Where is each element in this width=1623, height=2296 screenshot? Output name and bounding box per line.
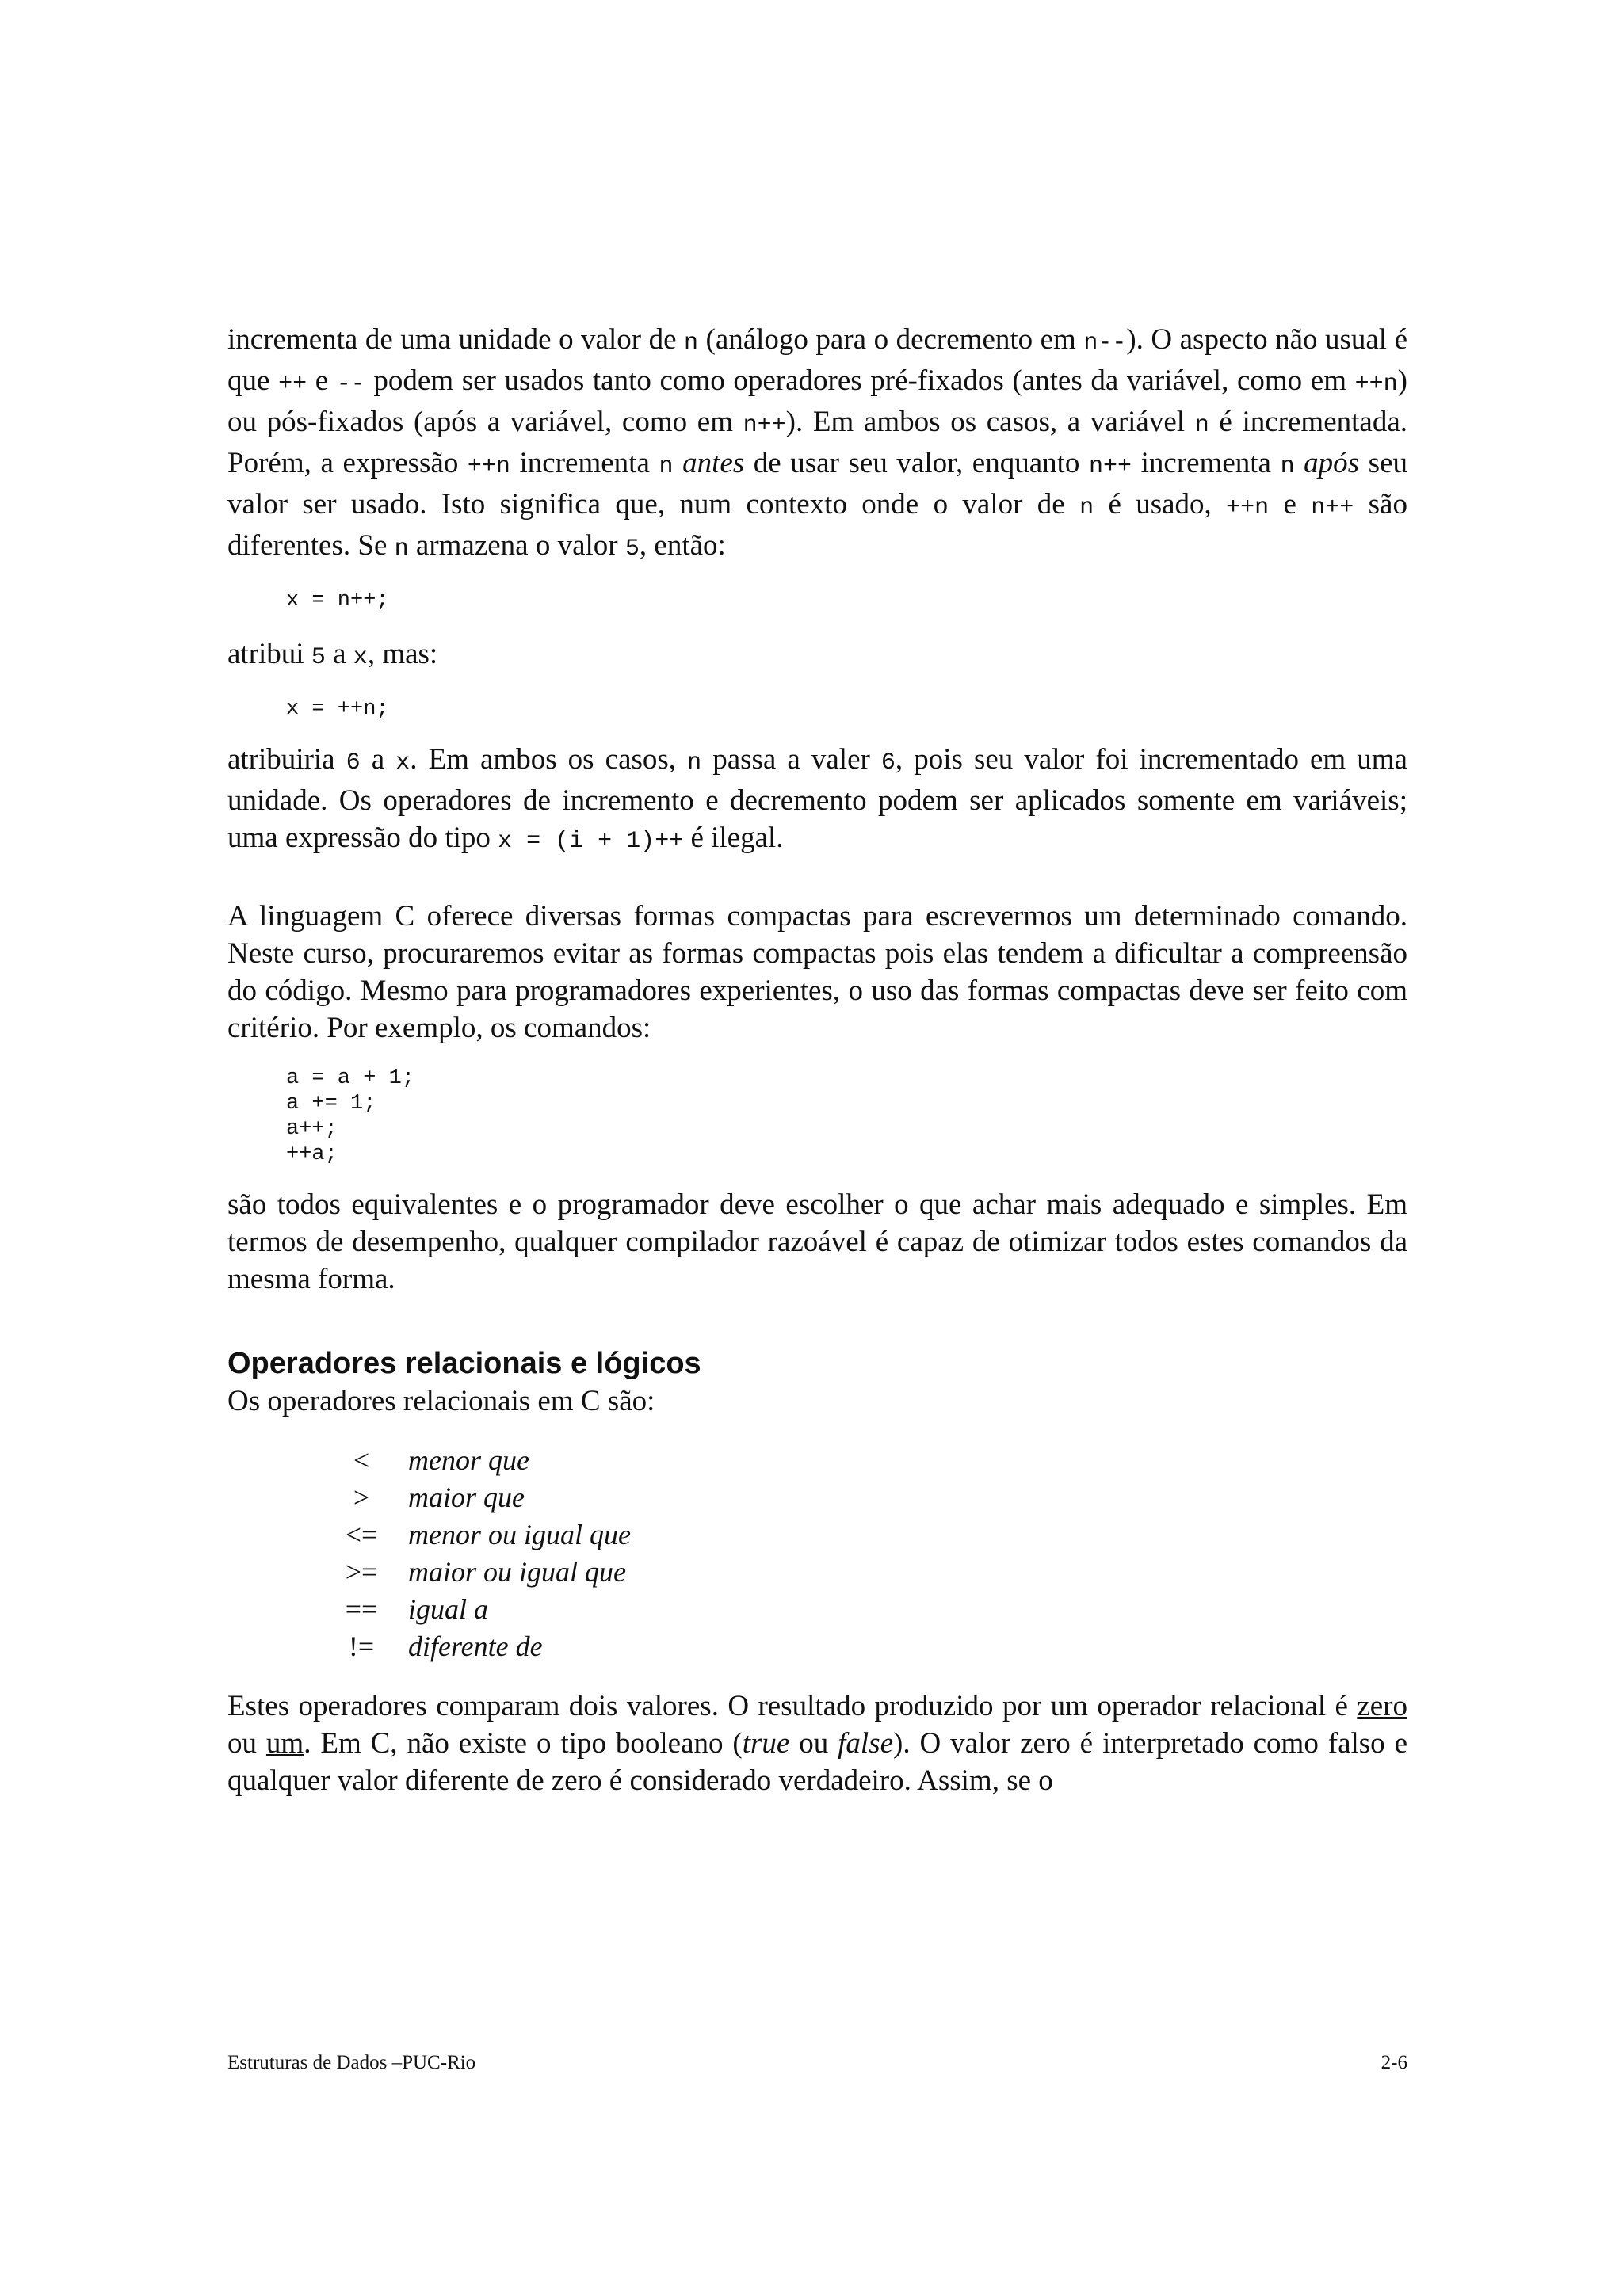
inline-code: n bbox=[1280, 453, 1295, 480]
text-run: A linguagem C oferece diversas formas compactas para escrevermos um determinado comando. Neste curso, procuraremos evitar as formas compactas pois elas tendem a dificultar a compreensão do código. Mesmo para programadores experientes, o uso das formas compactas deve ser feito com critério. Por exemplo, os comandos: bbox=[227, 900, 1407, 1044]
inline-code: 5 bbox=[624, 536, 640, 563]
inline-code: 6 bbox=[346, 749, 361, 776]
text-run: , então: bbox=[639, 529, 726, 562]
text-run: são todos equivalentes e o programador deve escolher o que achar mais adequado e simples. Em termos de desempenho, qualquer compilador razoável é capaz de otimizar todos estes comandos da mesma forma. bbox=[227, 1188, 1407, 1295]
text-run: Os operadores relacionais em C são: bbox=[227, 1385, 655, 1417]
operator-meaning: maior que bbox=[408, 1482, 525, 1513]
text-run: é ilegal. bbox=[683, 822, 784, 854]
inline-code: n bbox=[1194, 412, 1209, 439]
inline-code: n-- bbox=[1083, 330, 1127, 357]
emphasis-text: após bbox=[1304, 447, 1360, 479]
operator-row bbox=[315, 1442, 631, 1479]
text-run: . Em C, não existe o tipo booleano ( bbox=[304, 1727, 743, 1760]
code-block-equivalents: a = a + 1; a += 1; a++; ++a; bbox=[286, 1066, 415, 1166]
text-run: a bbox=[325, 638, 353, 670]
emphasis-text: true bbox=[742, 1727, 790, 1760]
paragraph-atribui bbox=[227, 635, 1407, 677]
text-run bbox=[673, 447, 682, 479]
inline-code: n++ bbox=[1089, 453, 1132, 480]
inline-code: ++n bbox=[1354, 371, 1398, 398]
text-run: é usado, bbox=[1094, 488, 1227, 521]
document-page bbox=[227, 321, 1407, 1799]
inline-code: ++n bbox=[1226, 494, 1270, 521]
inline-code: x bbox=[395, 749, 411, 776]
paragraph-atribuiria bbox=[227, 741, 1407, 860]
text-run: seu valor ser usado. Isto significa que, num contexto onde o valor de bbox=[227, 447, 1407, 521]
text-run: ou bbox=[227, 1727, 266, 1760]
paragraph-equivalent bbox=[227, 1186, 1407, 1298]
text-run: e bbox=[1269, 488, 1312, 521]
inline-code: n bbox=[394, 536, 409, 563]
text-run: atribui bbox=[227, 638, 311, 670]
text-run: (análogo para o decremento em bbox=[698, 323, 1084, 356]
inline-code: x bbox=[353, 644, 368, 671]
operator-symbol: <= bbox=[345, 1519, 378, 1550]
page-footer bbox=[227, 2052, 1407, 2074]
emphasis-text: antes bbox=[682, 447, 745, 479]
text-run: de usar seu valor, enquanto bbox=[744, 447, 1090, 479]
text-run: passa a valer bbox=[701, 743, 881, 776]
text-run: incrementa bbox=[510, 447, 659, 479]
operator-meaning: maior ou igual que bbox=[408, 1556, 626, 1588]
text-run: e bbox=[307, 364, 337, 397]
text-run: incrementa bbox=[1132, 447, 1281, 479]
text-run: ou bbox=[789, 1727, 838, 1760]
page-number: 2-6 bbox=[1381, 2052, 1407, 2073]
operator-symbol: < bbox=[353, 1444, 370, 1476]
operator-row bbox=[315, 1591, 631, 1628]
operator-row bbox=[315, 1516, 631, 1554]
operator-row bbox=[315, 1628, 631, 1665]
code-block-prefix: x = ++n; bbox=[286, 697, 389, 721]
text-run: . Em ambos os casos, bbox=[410, 743, 688, 776]
paragraph-increment-intro bbox=[227, 321, 1407, 568]
text-run: ). O aspecto não usual é que bbox=[227, 323, 1407, 397]
inline-code: n++ bbox=[1311, 494, 1354, 521]
inline-code: -- bbox=[336, 371, 365, 398]
text-run: ) ou pós-fixados (após a variável, como em bbox=[227, 364, 1407, 438]
operator-symbol: != bbox=[348, 1630, 375, 1662]
inline-code: ++ bbox=[278, 371, 307, 398]
operator-symbol: == bbox=[345, 1593, 378, 1625]
footer-title: Estruturas de Dados –PUC-Rio bbox=[227, 2052, 476, 2073]
inline-code: x = (i + 1)++ bbox=[498, 828, 684, 855]
text-run: é incrementada. Porém, a expressão bbox=[227, 406, 1407, 479]
section-heading: Operadores relacionais e lógicos bbox=[227, 1347, 701, 1380]
text-run: , mas: bbox=[367, 638, 438, 670]
text-run: a bbox=[360, 743, 396, 776]
emphasis-text: false bbox=[838, 1727, 894, 1760]
text-run: ). Em ambos os casos, a variável bbox=[785, 406, 1195, 438]
code-block-postfix: x = n++; bbox=[286, 589, 389, 612]
text-run: armazena o valor bbox=[408, 529, 625, 562]
text-run: incrementa de uma unidade o valor de bbox=[227, 323, 684, 356]
operator-meaning: menor ou igual que bbox=[408, 1519, 631, 1550]
operator-symbol: >= bbox=[345, 1556, 378, 1588]
operator-row bbox=[315, 1554, 631, 1591]
inline-code: n bbox=[683, 330, 698, 357]
operator-symbol: > bbox=[353, 1482, 370, 1513]
inline-code: n++ bbox=[743, 412, 786, 439]
operator-meaning: diferente de bbox=[408, 1630, 543, 1662]
text-run: Estes operadores comparam dois valores. O resultado produzido por um operador relacional é bbox=[227, 1690, 1358, 1722]
text-run: atribuiria bbox=[227, 743, 346, 776]
inline-code: 5 bbox=[311, 644, 326, 671]
text-run: ). O valor zero é interpretado como falso e qualquer valor diferente de zero é considerado verdadeiro. Assim, se o bbox=[227, 1727, 1407, 1797]
operator-meaning: igual a bbox=[408, 1593, 489, 1625]
operator-meaning: menor que bbox=[408, 1444, 529, 1476]
underlined-text: um bbox=[265, 1727, 304, 1760]
text-run: , pois seu valor foi incrementado em uma unidade. Os operadores de incremento e decremento podem ser aplicados somente em variáveis; uma expressão do tipo bbox=[227, 743, 1407, 854]
text-run bbox=[1295, 447, 1304, 479]
operator-row bbox=[315, 1479, 631, 1516]
inline-code: ++n bbox=[467, 453, 510, 480]
text-run: são diferentes. Se bbox=[227, 488, 1407, 562]
inline-code: 6 bbox=[880, 749, 896, 776]
paragraph-relational-result bbox=[227, 1688, 1407, 1799]
underlined-text: zero bbox=[1357, 1690, 1407, 1722]
inline-code: n bbox=[1079, 494, 1094, 521]
relational-operators-table bbox=[315, 1442, 631, 1665]
paragraph-compact-forms bbox=[227, 898, 1407, 1047]
inline-code: n bbox=[659, 453, 674, 480]
text-run: podem ser usados tanto como operadores pré-fixados (antes da variável, como em bbox=[365, 364, 1355, 397]
paragraph-relational-intro bbox=[227, 1383, 1407, 1420]
inline-code: n bbox=[687, 749, 702, 776]
